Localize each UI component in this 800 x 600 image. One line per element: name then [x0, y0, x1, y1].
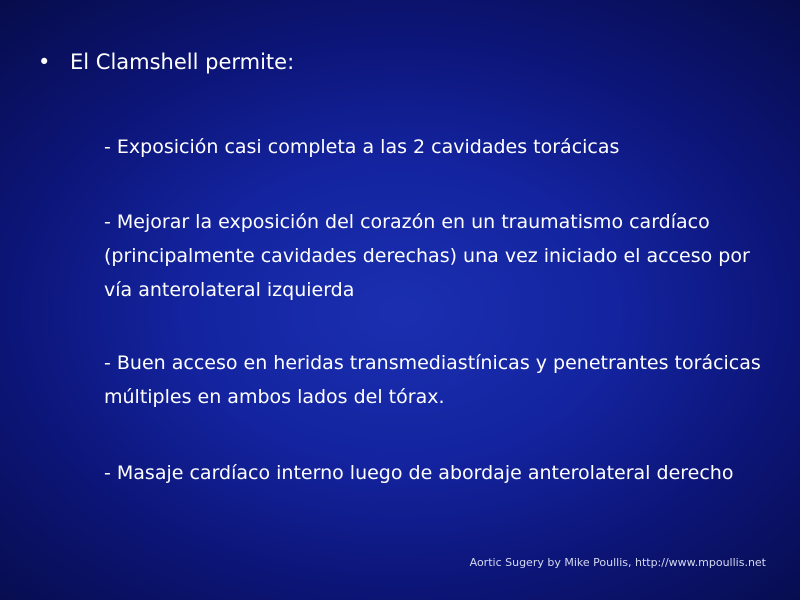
bullet-heading-line — [38, 48, 294, 76]
footer-credit: Aortic Sugery by Mike Poullis, http://www.mpoullis.net — [469, 556, 766, 569]
sub-item-transmediastinal-access: - Buen acceso en heridas transmediastínicas y penetrantes torácicas múltiples en ambos lados del tórax. — [104, 352, 761, 408]
slide-heading: El Clamshell permite: — [70, 50, 295, 74]
sub-item-cardiac-massage: - Masaje cardíaco interno luego de abordaje anterolateral derecho — [104, 462, 734, 484]
bullet-icon: • — [38, 50, 51, 74]
sub-item-exposure: - Exposición casi completa a las 2 cavidades torácicas — [104, 136, 620, 158]
sub-item-heart-exposure: - Mejorar la exposición del corazón en un traumatismo cardíaco (principalmente cavidades derechas) una vez iniciado el acceso por vía anterolateral izquierda — [104, 211, 750, 301]
